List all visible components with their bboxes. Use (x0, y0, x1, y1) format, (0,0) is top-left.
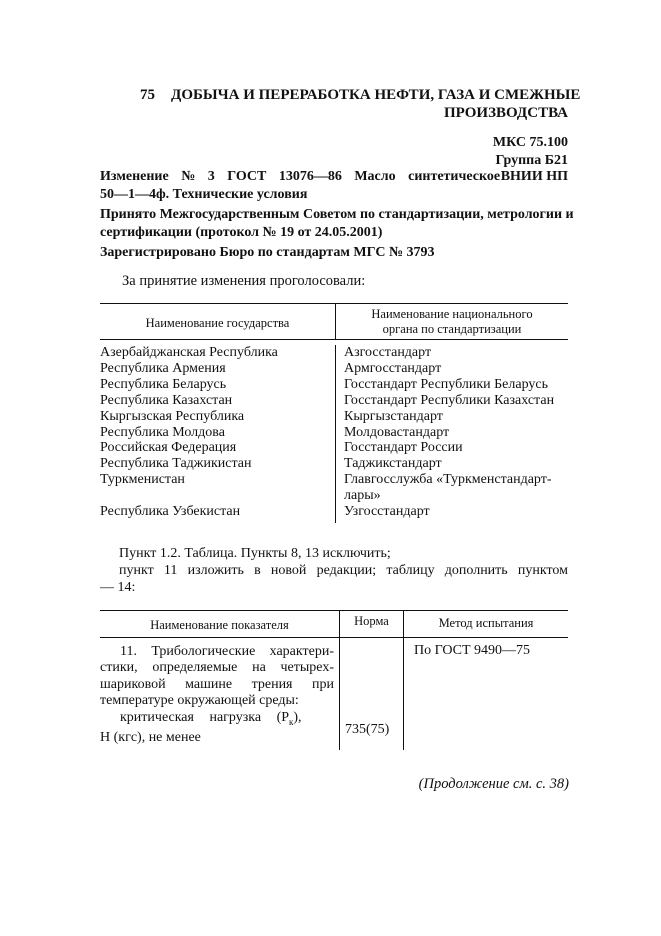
section-number: 75 (140, 87, 155, 103)
indicator-norm: 735(75) (345, 722, 390, 737)
classification-block (493, 134, 568, 170)
states-col2-header-line1: Наименование национального (371, 307, 533, 321)
changes-line2: пункт 11 изложить в новой редакции; таблицу дополнить пунктом (119, 563, 568, 578)
table-row-body: Таджикстандарт (344, 456, 442, 472)
changes-line1: Пункт 1.2. Таблица. Пункты 8, 13 исключить; (119, 546, 391, 561)
continuation-note: (Продолжение см. с. 38) (418, 776, 569, 792)
table-row-body: Главгосслужба «Туркменстандарт- (344, 472, 552, 488)
table-row-state: Республика Армения (100, 360, 226, 376)
indicator-name-line4: температуре окружающей среды: (100, 693, 299, 709)
states-col2-header-line2: органа по стандартизации (382, 322, 522, 336)
states-table-top-rule (100, 303, 568, 304)
states-table-body-divider (335, 345, 336, 523)
table-row-state: Кыргызская Республика (100, 408, 245, 424)
table-row-body: Госстандарт России (344, 440, 463, 456)
bodies-column (344, 345, 554, 520)
table-row-state: Туркменистан (100, 472, 185, 488)
section-title-line2: ПРОИЗВОДСТВА (444, 105, 568, 121)
indicator-name-line1: 11. Трибологические характери- (120, 644, 334, 659)
indicator-sub-subscript: к (289, 716, 294, 727)
states-table-header-rule (100, 339, 568, 340)
amendment-title-line2: 50—1—4ф. Технические условия (100, 187, 308, 202)
indicator-method: По ГОСТ 9490—75 (414, 643, 531, 658)
adopted-statement (100, 206, 574, 242)
indicator-name-line2: стики, определяемые на четырех- (100, 660, 334, 676)
indicator-sub-label-text: критическая нагрузка (P (120, 709, 290, 725)
indicators-col2-header: Норма (354, 614, 389, 628)
table-row-state: Азербайджанская Республика (100, 345, 278, 360)
indicators-divider-1 (339, 610, 340, 750)
indicator-sub-label-end: ), (293, 709, 302, 725)
voted-intro: За принятие изменения проголосовали: (122, 273, 366, 289)
adopted-line1: Принято Межгосударственным Советом по стандартизации, метрологии и (100, 207, 574, 222)
table-row-body-continued: лары» (344, 488, 381, 504)
states-col1-header: Наименование государства (145, 316, 290, 330)
table-row-body: Азгосстандарт (344, 345, 432, 360)
section-title-line1: ДОБЫЧА И ПЕРЕРАБОТКА НЕФТИ, ГАЗА И СМЕЖНЫЕ (171, 87, 581, 103)
table-row-body: Госстандарт Республики Беларусь (344, 376, 549, 392)
table-row-body: Молдовастандарт (344, 424, 450, 440)
indicators-col3-header: Метод испытания (438, 616, 534, 630)
table-row-state: Республика Таджикистан (100, 456, 252, 472)
indicators-col1-header: Наименование показателя (150, 618, 289, 632)
amendment-title-line1: Изменение № 3 ГОСТ 13076—86 Масло синтетическое (100, 169, 501, 184)
indicator-name-cell (100, 644, 334, 746)
amendment-developer: ВНИИ НП (500, 169, 568, 184)
table-row-state: Республика Беларусь (100, 376, 227, 392)
indicators-table-top-rule (100, 610, 568, 611)
indicators-divider-2 (403, 610, 404, 750)
indicator-sub-label-line2: Н (кгс), не менее (100, 729, 201, 745)
table-row-spacer (100, 488, 278, 504)
indicators-table-header-rule (100, 637, 568, 638)
indicator-sub-label (100, 710, 334, 730)
changes-line3: — 14: (100, 580, 136, 595)
group-code: Группа Б21 (495, 153, 568, 168)
table-row-body: Армгосстандарт (344, 360, 442, 376)
table-row-body: Узгосстандарт (344, 504, 430, 520)
indicator-name-line3: шариковой машине трения при (100, 676, 334, 692)
states-column (100, 345, 278, 520)
table-row-state: Республика Молдова (100, 424, 225, 440)
table-row-body: Кыргызстандарт (344, 408, 443, 424)
adopted-line2: сертификации (протокол № 19 от 24.05.2001) (100, 225, 383, 240)
table-row-state: Республика Узбекистан (100, 504, 241, 520)
mks-code: МКС 75.100 (492, 135, 568, 150)
table-row-state: Российская Федерация (100, 440, 237, 456)
table-row-state: Республика Казахстан (100, 392, 233, 408)
registered-statement: Зарегистрировано Бюро по стандартам МГС № 3793 (100, 245, 435, 260)
states-col2-header (336, 307, 568, 337)
amendment-title (100, 168, 568, 204)
table-row-body: Госстандарт Республики Казахстан (344, 392, 555, 408)
